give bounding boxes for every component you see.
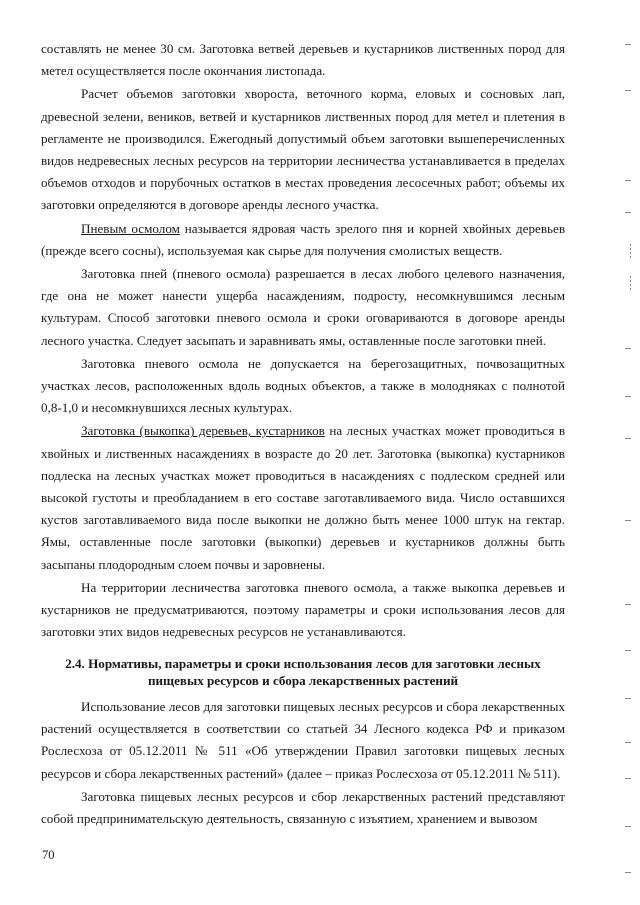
- body-text-top: [41, 38, 565, 643]
- margin-tick: [625, 826, 631, 827]
- section-heading: [41, 655, 565, 689]
- margin-tick: [625, 44, 631, 45]
- margin-tick: [625, 778, 631, 779]
- margin-tick: [630, 276, 631, 290]
- term-stump-resin: Пневым осмолом: [81, 220, 180, 236]
- paragraph-tree-digging: [41, 420, 565, 575]
- paragraph-volume-calculation: Расчет объемов заготовки хвороста, веточного корма, еловых и сосновых лап, древесной зелени, веников, ветвей и кустарников лиственных пород для метел и плетения в регламенте не производился. Ежегодный допустимый объем заготовки вышеперечисленных видов недревесных лесных ресурсов на территории лесничества устанавливается в пределах объемов отходов и порубочных остатков в местах проведения лесосечных работ; объемы их заготовки определяются в договоре аренды лесного участка.: [41, 86, 565, 213]
- margin-tick: [625, 698, 631, 699]
- section-heading-line2: пищевых ресурсов и сбора лекарственных растений: [147, 673, 459, 688]
- margin-tick: [625, 180, 631, 181]
- paragraph-business-activity: Заготовка пищевых лесных ресурсов и сбор лекарственных растений представляют собой предпринимательскую деятельность, связанную с изъятием, хранением и вывозом: [41, 788, 565, 827]
- page-number: 70: [42, 848, 55, 862]
- paragraph-stump-resin-definition: [41, 218, 565, 262]
- margin-tick: [625, 90, 631, 91]
- definition-text: называется ядровая часть зрелого пня и корней хвойных деревьев (прежде всего сосны), используемая как сырье для получения смолистых веществ.: [41, 220, 566, 258]
- margin-tick: [625, 872, 631, 873]
- paragraph-legal-basis: Использование лесов для заготовки пищевых лесных ресурсов и сбора лекарственных растений осуществляется в соответствии со статьей 34 Лесного кодекса РФ и приказом Рослесхоза от 05.12.2011 № 511 «Об утверждении Правил заготовки пищевых лесных ресурсов и сбора лекарственных растений» (далее – приказ Рослесхоза от 05.12.2011 № 511).: [41, 699, 565, 781]
- margin-tick: [625, 650, 631, 651]
- margin-tick: [625, 438, 631, 439]
- scan-margin-marks: [623, 0, 631, 905]
- margin-tick: [625, 520, 631, 521]
- paragraph-continuation: составлять не менее 30 см. Заготовка ветвей деревьев и кустарников лиственных пород для метел осуществляется после окончания листопада.: [41, 41, 565, 79]
- body-text-section: [41, 696, 565, 830]
- term-tree-digging: Заготовка (выкопка) деревьев, кустарников: [81, 423, 325, 439]
- tree-digging-text: на лесных участках может проводиться в хвойных и лиственных насаждениях в возрасте до 20 лет. Заготовка (выкопка) кустарников подлеска на лесных участках может проводиться в насаждениях с подлеском средней или высокой густоты и преобладанием в его составе заготавливаемого вида. Число оставшихся кустов заготавливаемого вида после выкопки не должно быть менее 1000 штук на гектар. Ямы, оставленные после заготовки (выкопки) деревьев и кустарников должны быть засыпаны плодородным слоем почвы и заровнены.: [41, 423, 565, 572]
- margin-tick: [625, 604, 631, 605]
- margin-tick: [625, 396, 631, 397]
- paragraph-stump-harvest-restrictions: Заготовка пневого осмола не допускается на берегозащитных, почвозащитных участках лесов, расположенных вдоль водных объектов, а также в молодняках с полнотой 0,8-1,0 и несомкнувшихся лесных культурах.: [41, 355, 565, 416]
- margin-tick: [625, 742, 631, 743]
- section-heading-line1: 2.4. Нормативы, параметры и сроки использования лесов для заготовки лесных: [65, 656, 541, 671]
- margin-tick: [625, 212, 631, 213]
- paragraph-not-provided: На территории лесничества заготовка пневого осмола, а также выкопка деревьев и кустарников не предусматриваются, поэтому параметры и сроки использования лесов для заготовки этих видов недревесных ресурсов не устанавливаются.: [41, 579, 565, 640]
- margin-tick: [625, 348, 631, 349]
- paragraph-stump-harvest-rules: Заготовка пней (пневого осмола) разрешается в лесах любого целевого назначения, где она не может нанести ущерба насаждениям, подросту, несомкнувшимся лесным культурам. Способ заготовки пневого осмола и сроки оговариваются в договоре аренды лесного участка. Следует засыпать и заравнивать ямы, оставленные после заготовки пней.: [41, 266, 565, 348]
- margin-tick: [630, 244, 631, 258]
